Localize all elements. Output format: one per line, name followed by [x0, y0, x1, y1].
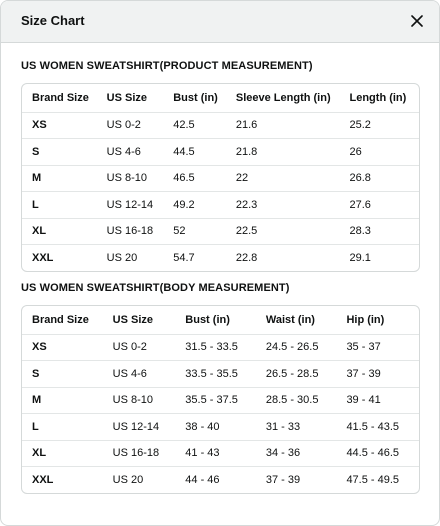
table-cell: US 8-10 [103, 387, 176, 414]
table-row [22, 192, 419, 219]
table-row [22, 245, 419, 272]
body-measurement-table [21, 305, 420, 494]
table-row [22, 387, 419, 414]
table-cell: 26.5 - 28.5 [256, 361, 337, 388]
table-cell: 25.2 [340, 112, 420, 139]
brand-size-cell: XXL [32, 474, 54, 486]
brand-size-cell: L [22, 414, 103, 441]
table-cell: 21.6 [226, 112, 340, 139]
table-cell: US 4-6 [103, 361, 176, 388]
table-cell: US 0-2 [103, 334, 176, 361]
column-header: Waist (in) [256, 306, 337, 334]
table-cell: US 20 [112, 474, 144, 486]
table-cell: 34 - 36 [256, 440, 337, 467]
table-cell: US 20 [106, 252, 138, 264]
column-header: Brand Size [22, 84, 97, 112]
table-cell: 22 [226, 165, 340, 192]
column-header: Hip (in) [336, 306, 419, 334]
table-header-row [22, 306, 419, 334]
modal-header [1, 1, 439, 43]
table-row [22, 218, 419, 245]
table-cell: 27.6 [340, 192, 420, 219]
table-cell: US 16-18 [103, 440, 176, 467]
brand-size-cell: XXL [32, 252, 54, 264]
product-measurement-title: US WOMEN SWEATSHIRT(PRODUCT MEASUREMENT) [21, 60, 313, 72]
column-header: Length (in) [340, 84, 420, 112]
table-cell: 26 [340, 139, 420, 166]
table-cell: 47.5 - 49.5 [346, 474, 400, 486]
table-cell: 44 - 46 [185, 474, 220, 486]
body-measurement-title: US WOMEN SWEATSHIRT(BODY MEASUREMENT) [21, 282, 290, 294]
table-cell: 22.3 [226, 192, 340, 219]
table-cell: 24.5 - 26.5 [256, 334, 337, 361]
close-icon [411, 15, 423, 27]
modal-title: Size Chart [21, 13, 85, 28]
table-cell: US 4-6 [97, 139, 164, 166]
column-header: Bust (in) [175, 306, 256, 334]
brand-size-cell: XL [22, 218, 97, 245]
table-cell: 22.5 [226, 218, 340, 245]
close-button[interactable] [407, 11, 427, 31]
table-cell: 35 - 37 [336, 334, 419, 361]
table-cell: 39 - 41 [336, 387, 419, 414]
brand-size-cell: L [22, 192, 97, 219]
table-cell: US 0-2 [97, 112, 164, 139]
brand-size-cell: M [22, 165, 97, 192]
table-cell: US 8-10 [97, 165, 164, 192]
table-cell: 21.8 [226, 139, 340, 166]
table-cell: 49.2 [163, 192, 226, 219]
table-cell: 31 - 33 [256, 414, 337, 441]
table-cell: 41.5 - 43.5 [336, 414, 419, 441]
table-row [22, 361, 419, 388]
table-cell: 22.8 [235, 252, 258, 264]
table-row [22, 467, 419, 494]
brand-size-cell: S [22, 361, 103, 388]
table-cell: 35.5 - 37.5 [175, 387, 256, 414]
brand-size-cell: XS [22, 334, 103, 361]
table-cell: US 12-14 [103, 414, 176, 441]
brand-size-cell: XL [22, 440, 103, 467]
table-row [22, 165, 419, 192]
table-cell: 41 - 43 [175, 440, 256, 467]
table-cell: 37 - 39 [265, 474, 301, 486]
brand-size-cell: M [22, 387, 103, 414]
table-cell: 52 [163, 218, 226, 245]
table-cell: 46.5 [163, 165, 226, 192]
table-row [22, 139, 419, 166]
table-cell: 44.5 - 46.5 [336, 440, 419, 467]
table-cell: 38 - 40 [175, 414, 256, 441]
table-cell: 44.5 [163, 139, 226, 166]
table-cell: 31.5 - 33.5 [175, 334, 256, 361]
table-cell: US 16-18 [97, 218, 164, 245]
table-row [22, 112, 419, 139]
column-header: US Size [97, 84, 164, 112]
product-measurement-table [21, 83, 420, 272]
column-header: Sleeve Length (in) [226, 84, 340, 112]
table-cell: 29.1 [349, 252, 371, 264]
column-header: Brand Size [22, 306, 103, 334]
table-cell: 37 - 39 [336, 361, 419, 388]
table-row [22, 334, 419, 361]
table-cell: 28.5 - 30.5 [256, 387, 337, 414]
brand-size-cell: S [22, 139, 97, 166]
table-cell: 26.8 [340, 165, 420, 192]
table-cell: 42.5 [163, 112, 226, 139]
table-row [22, 440, 419, 467]
brand-size-cell: XS [22, 112, 97, 139]
table-cell: 28.3 [340, 218, 420, 245]
column-header: Bust (in) [163, 84, 226, 112]
table-cell: 54.7 [173, 252, 195, 264]
table-row [22, 414, 419, 441]
table-header-row [22, 84, 419, 112]
column-header: US Size [103, 306, 176, 334]
table-cell: 33.5 - 35.5 [175, 361, 256, 388]
table-cell: US 12-14 [97, 192, 164, 219]
